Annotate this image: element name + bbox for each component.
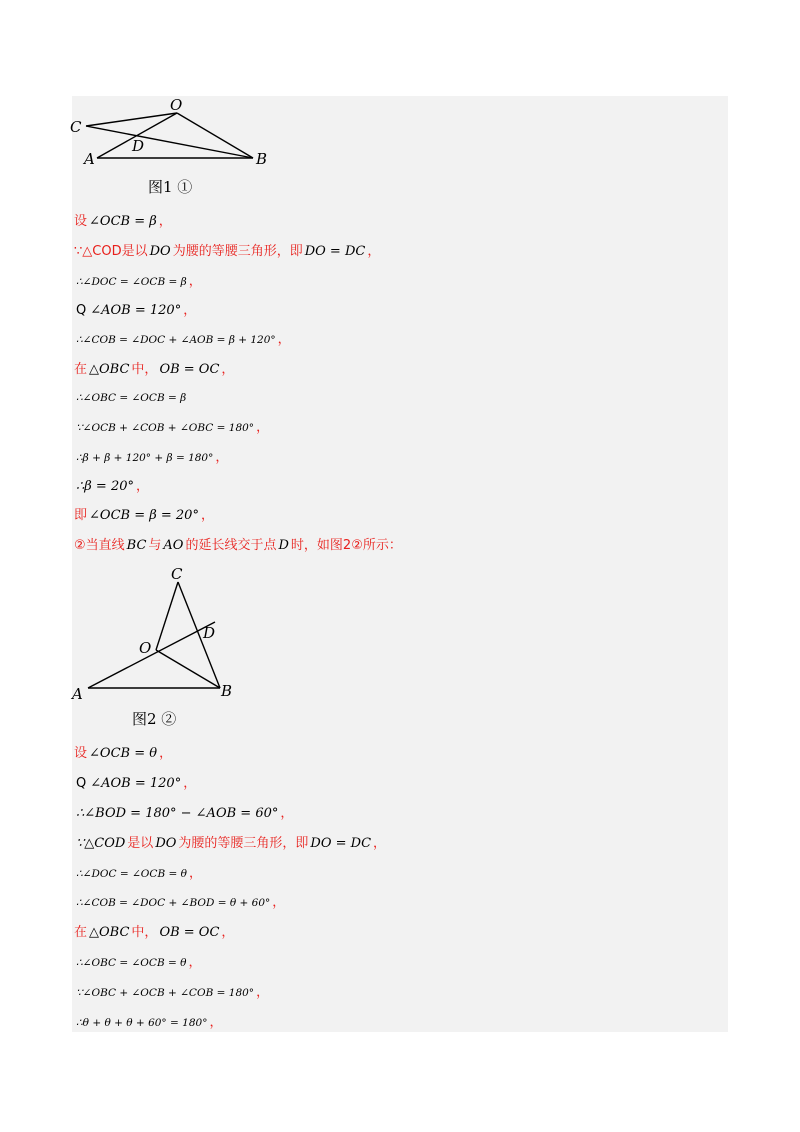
math-expression: ∴θ + θ + θ + 60° = 180° [76,1017,208,1029]
line-text: 在 [74,925,88,940]
label-d: D [203,624,216,642]
math-expression: ∴β = 20° [76,479,134,494]
math-expression: OB = OC [159,925,220,940]
math-expression: DO = DC [304,244,366,259]
solution-line [74,212,172,232]
line-text: ， [280,806,294,821]
label-a: A [72,685,83,703]
math-expression: ∴∠COB = ∠DOC + ∠AOB = β + 120° [76,334,276,346]
math-expression: ∠OCB = β = 20° [89,508,199,523]
segment-ob [156,650,220,688]
line-text: ， [183,303,197,318]
line-text: ， [188,274,202,289]
label-a: A [84,150,95,168]
line-text: ， [272,895,286,910]
math-expression: ∴∠OBC = ∠OCB = β [76,392,187,404]
line-text: ， [188,866,202,881]
math-expression: ∴∠BOD = 180° − ∠AOB = 60° [76,806,279,821]
solution-line [74,272,202,292]
solution-line [74,834,386,854]
solution-line [74,388,188,408]
math-expression: △OBC [89,362,130,377]
line-text: 在 [74,362,88,377]
figure-2-diagram [72,566,252,706]
label-c: C [70,118,82,136]
solution-line [74,477,149,497]
solution-line [74,923,234,943]
line-text: Q [76,303,87,318]
math-expression: ∴β + β + 120° + β = 180° [76,452,214,464]
solution-line [74,448,228,468]
solution-line [74,506,214,526]
solution-line [74,242,380,262]
math-expression: ∴∠DOC = ∠OCB = θ [76,868,187,880]
math-expression: ∵∠OBC + ∠OCB + ∠COB = 180° [76,987,255,999]
line-text: ， [200,508,214,523]
line-text: ， [373,836,387,851]
line-text: ， [221,362,235,377]
solution-line [74,864,202,884]
label-o: O [139,639,152,657]
figure-1-caption: 图1 ① [148,178,193,196]
label-o: O [170,96,183,114]
line-text: 的延长线交于点 [185,538,277,553]
line-text: ， [215,450,229,465]
solution-line [74,330,291,350]
solution-line [74,418,269,438]
solution-line [74,744,172,764]
segment-ad [88,622,215,688]
solution-line [74,953,201,973]
math-expression: D [278,538,289,553]
solution-line [74,536,402,556]
label-b: B [221,682,233,700]
line-text: ∵△COD是以 [74,244,148,259]
solution-line [74,804,293,824]
figure-2 [72,566,252,706]
line-text: 为腰的等腰三角形，即 [172,244,303,259]
solution-line [74,1013,222,1033]
line-text: 与 [148,538,162,553]
math-expression: ∠OCB = β [89,214,157,229]
line-text: 设 [74,746,88,761]
label-b: B [256,150,268,168]
line-text: ， [183,776,197,791]
segment-cb [86,126,253,158]
line-text: ， [256,420,270,435]
math-expression: ∴∠OBC = ∠OCB = θ [76,957,187,969]
math-expression: BC [126,538,147,553]
math-expression: ∠AOB = 120° [90,776,182,791]
line-text: 即 [74,508,88,523]
line-text: 中， [131,362,158,377]
solution-line [74,774,196,794]
solution-line [74,301,196,321]
line-text: ， [158,214,172,229]
line-text: ， [209,1015,223,1030]
math-expression: DO = DC [310,836,372,851]
solution-line [74,983,269,1003]
math-expression: AO [163,538,184,553]
math-expression: ∠OCB = θ [89,746,158,761]
line-text: 中， [131,925,158,940]
math-expression: △OBC [89,925,130,940]
figure-1-diagram [72,96,292,171]
math-expression: ∠AOB = 120° [90,303,182,318]
label-c: C [171,565,183,583]
line-text: 设 [74,214,88,229]
math-expression: DO [149,244,171,259]
figure-2-caption: 图2 ② [132,710,177,728]
line-text: ， [188,955,202,970]
line-text: 是以 [127,836,154,851]
segment-co [86,113,177,126]
line-text: ， [221,925,235,940]
solution-line [74,360,234,380]
solution-panel [72,96,728,1032]
label-d: D [132,137,145,155]
math-expression: ∵△COD [76,836,126,851]
line-text: ， [367,244,381,259]
segment-co [156,582,178,650]
math-expression: ∵∠OCB + ∠COB + ∠OBC = 180° [76,422,255,434]
line-text: ， [136,479,150,494]
math-expression: ∴∠COB = ∠DOC + ∠BOD = θ + 60° [76,897,271,909]
line-text: ， [256,985,270,1000]
math-expression: DO [155,836,177,851]
math-expression: ∴∠DOC = ∠OCB = β [76,276,187,288]
line-text: ， [159,746,173,761]
line-text: Q [76,776,87,791]
math-expression: OB = OC [159,362,220,377]
solution-line [74,893,285,913]
line-text: ②当直线 [74,538,125,553]
line-text: 为腰的等腰三角形，即 [178,836,309,851]
figure-1 [72,96,292,171]
line-text: 时，如图2②所示： [290,538,402,553]
line-text: ， [277,332,291,347]
